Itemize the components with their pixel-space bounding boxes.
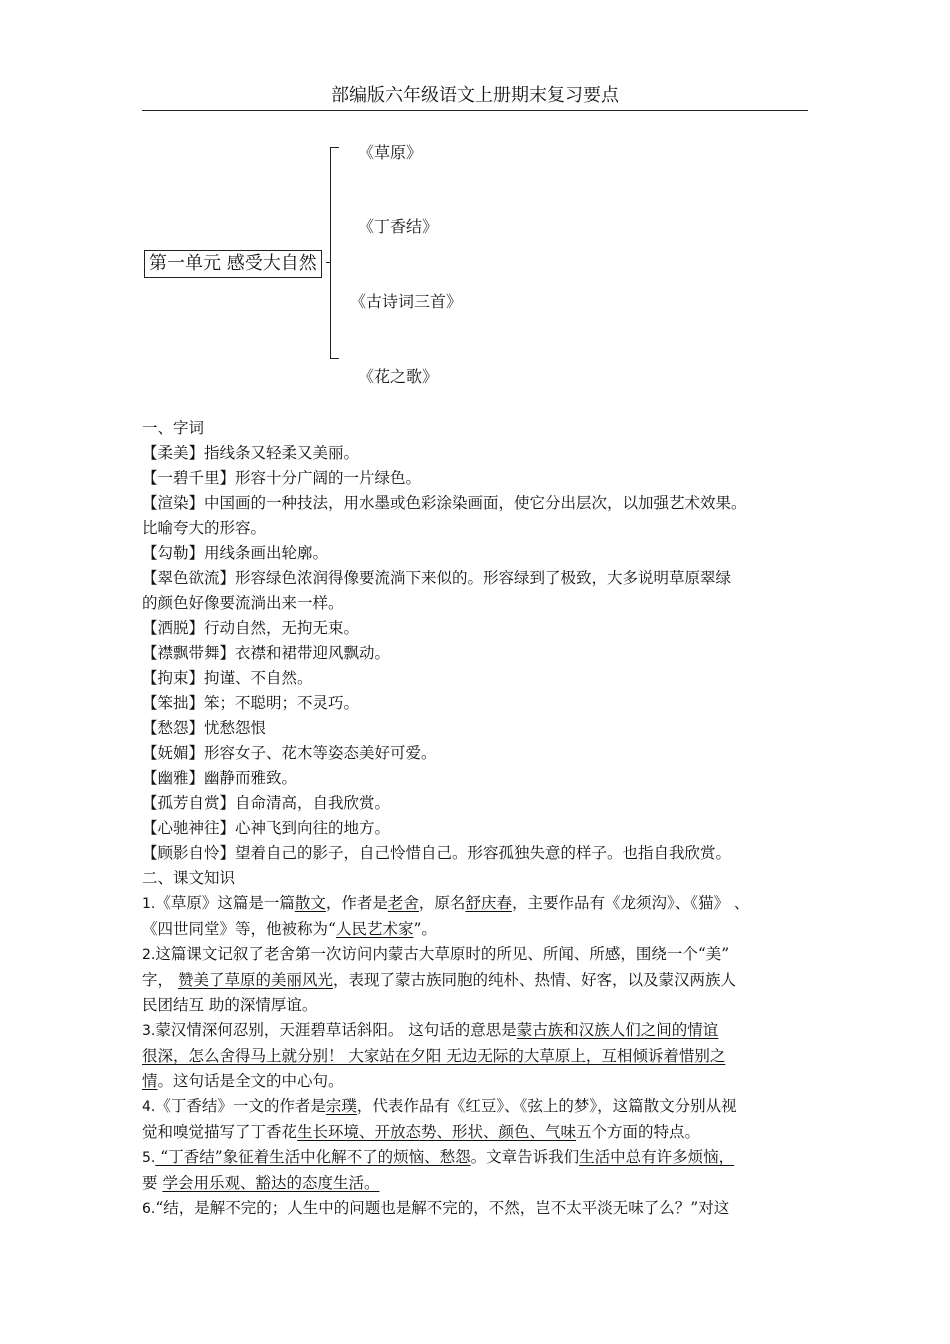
section-heading: 二、课文知识 bbox=[142, 869, 236, 887]
underlined-answer: 赞美了草原的美丽风光 bbox=[177, 971, 333, 989]
vocab-entry bbox=[142, 666, 812, 691]
vocab-entry bbox=[142, 441, 812, 466]
lesson-item: 《古诗词三首》 bbox=[350, 292, 463, 311]
vocab-term: 【妩媚】 bbox=[142, 744, 205, 762]
vocab-entry bbox=[142, 766, 812, 791]
vocab-definition: 行动自然，无拘无束。 bbox=[204, 619, 360, 637]
knowledge-item-4 bbox=[142, 1094, 812, 1120]
underlined-answer: 宗璞 bbox=[325, 1097, 357, 1115]
vocab-definition: 望着自己的影子，自己怜惜自己。形容孤独失意的样子。也指自我欣赏。 bbox=[235, 844, 732, 862]
knowledge-item-2-cont bbox=[142, 968, 812, 993]
vocab-definition: 衣襟和裙带迎风飘动。 bbox=[235, 644, 391, 662]
vocab-term: 【拘束】 bbox=[142, 669, 205, 687]
vocab-term: 【洒脱】 bbox=[142, 619, 205, 637]
item-text: 字， bbox=[142, 971, 178, 989]
item-number: 4. bbox=[142, 1099, 156, 1115]
underlined-answer: 很深，怎么舍得马上就分别！ 大家站在夕阳 无边无际的大草原上，互相倾诉着惜别之 bbox=[142, 1047, 726, 1065]
vocab-entry-continuation: 的颜色好像要流淌出来一样。 bbox=[142, 594, 344, 612]
item-number: 5. bbox=[142, 1150, 156, 1166]
item-text: 《四世同堂》等，他被称为“ bbox=[142, 920, 336, 938]
underlined-answer: 舒庆春 bbox=[465, 894, 512, 912]
underlined-answer: “丁香结”象征着生活中化解不了的烦恼、愁怨 bbox=[155, 1148, 471, 1166]
unit-title-box: 第一单元 感受大自然 bbox=[144, 250, 322, 278]
item-text: 要 bbox=[142, 1174, 163, 1192]
vocab-entry bbox=[142, 466, 812, 491]
vocab-entry bbox=[142, 641, 812, 666]
vocab-entry bbox=[142, 716, 812, 741]
vocab-term: 【愁怨】 bbox=[142, 719, 205, 737]
item-text: ，主要作品有《龙须沟》、《猫》 、 bbox=[511, 894, 750, 912]
vocab-entry bbox=[142, 816, 812, 841]
vocab-entry bbox=[142, 691, 812, 716]
knowledge-item-3 bbox=[142, 1018, 812, 1044]
knowledge-item-2 bbox=[142, 942, 812, 968]
vocab-definition: 笨；不聪明；不灵巧。 bbox=[204, 694, 360, 712]
vocab-term: 【一碧千里】 bbox=[142, 469, 236, 487]
vocab-term: 【顾影自怜】 bbox=[142, 844, 236, 862]
vocab-entry bbox=[142, 541, 812, 566]
vocab-term: 【勾勒】 bbox=[142, 544, 205, 562]
vocab-entry bbox=[142, 566, 812, 591]
vocab-term: 【心驰神往】 bbox=[142, 819, 236, 837]
knowledge-item-3-cont bbox=[142, 1044, 812, 1069]
item-text: ，作者是 bbox=[325, 894, 388, 912]
lesson-item: 《草原》 bbox=[358, 143, 423, 162]
vocab-definition: 心神飞到向往的地方。 bbox=[235, 819, 391, 837]
vocab-definition: 自命清高，自我欣赏。 bbox=[235, 794, 391, 812]
item-text: 这篇课文记叙了老舍第一次访问内蒙古大草原时的所见、所闻、所感，围绕一个“美” bbox=[155, 945, 730, 963]
underlined-answer: 人民艺术家 bbox=[335, 920, 414, 938]
item-text: ，表现了蒙古族同胞的纯朴、热情、好客，以及蒙汉两族人 bbox=[332, 971, 736, 989]
knowledge-item-2-cont: 民团结互 助的深情厚谊。 bbox=[142, 996, 318, 1014]
underlined-answer: 蒙古族和汉族人们之间的情谊 bbox=[516, 1021, 719, 1039]
underlined-answer: 生活中总有许多烦恼， bbox=[579, 1148, 735, 1166]
underlined-answer: 老舍 bbox=[387, 894, 419, 912]
item-text: 。文章告诉我们 bbox=[470, 1148, 580, 1166]
header-divider bbox=[142, 110, 808, 111]
vocab-definition: 指线条又轻柔又美丽。 bbox=[204, 444, 360, 462]
item-text: 《丁香结》一文的作者是 bbox=[155, 1097, 326, 1115]
vocab-term: 【柔美】 bbox=[142, 444, 205, 462]
item-number: 2. bbox=[142, 947, 156, 963]
vocab-entry bbox=[142, 841, 812, 866]
vocab-definition: 形容十分广阔的一片绿色。 bbox=[235, 469, 422, 487]
vocab-term: 【孤芳自赏】 bbox=[142, 794, 236, 812]
section-heading: 一、字词 bbox=[142, 419, 205, 437]
vocab-term: 【翠色欲流】 bbox=[142, 569, 236, 587]
outline-brace bbox=[330, 147, 339, 359]
item-text: 蒙汉情深何忍别，天涯碧草话斜阳。 这句话的意思是 bbox=[155, 1021, 517, 1039]
vocab-entry bbox=[142, 616, 812, 641]
item-number: 1. bbox=[142, 896, 156, 912]
vocab-entry bbox=[142, 791, 812, 816]
vocab-definition: 拘谨、不自然。 bbox=[204, 669, 313, 687]
vocab-definition: 中国画的一种技法，用水墨或色彩涂染画面，使它分出层次，以加强艺术效果。 bbox=[204, 494, 747, 512]
vocab-definition: 形容绿色浓润得像要流淌下来似的。形容绿到了极致，大多说明草原翠绿 bbox=[235, 569, 732, 587]
vocab-term: 【笨拙】 bbox=[142, 694, 205, 712]
underlined-answer: 生长环境、开放态势、形状、颜色、气味 bbox=[297, 1123, 577, 1141]
vocab-term: 【幽雅】 bbox=[142, 769, 205, 787]
knowledge-item-5-cont bbox=[142, 1171, 812, 1196]
item-text: 觉和嗅觉描写了丁香花 bbox=[142, 1123, 298, 1141]
item-text: ，代表作品有《红豆》、《弦上的梦》，这篇散文分别从视 bbox=[356, 1097, 737, 1115]
item-number: 3. bbox=[142, 1023, 156, 1039]
vocab-definition: 忧愁怨恨 bbox=[204, 719, 267, 737]
knowledge-item-6 bbox=[142, 1196, 812, 1222]
vocab-definition: 用线条画出轮廓。 bbox=[204, 544, 329, 562]
document-body bbox=[142, 416, 812, 1222]
item-text: 五个方面的特点。 bbox=[576, 1123, 701, 1141]
item-text: 《草原》这篇是一篇 bbox=[155, 894, 295, 912]
knowledge-item-5 bbox=[142, 1145, 812, 1171]
underlined-answer: 学会用乐观、豁达的态度生活。 bbox=[162, 1174, 380, 1192]
vocab-entry-continuation: 比喻夸大的形容。 bbox=[142, 519, 267, 537]
vocab-term: 【襟飘带舞】 bbox=[142, 644, 236, 662]
vocab-term: 【渲染】 bbox=[142, 494, 205, 512]
item-text: ，原名 bbox=[418, 894, 466, 912]
vocab-entry bbox=[142, 491, 812, 516]
underlined-answer: 情 bbox=[142, 1072, 158, 1090]
lesson-item: 《花之歌》 bbox=[358, 367, 439, 386]
lesson-item: 《丁香结》 bbox=[358, 217, 439, 236]
item-number: 6. bbox=[142, 1201, 156, 1217]
knowledge-item-3-cont bbox=[142, 1069, 812, 1094]
vocab-definition: 形容女子、花木等姿态美好可爱。 bbox=[204, 744, 437, 762]
item-text: “结，是解不完的；人生中的问题也是解不完的，不然，岂不太平淡无味了么？”对这 bbox=[155, 1199, 730, 1217]
vocab-definition: 幽静而雅致。 bbox=[204, 769, 298, 787]
knowledge-item-1 bbox=[142, 891, 812, 917]
vocab-entry bbox=[142, 741, 812, 766]
item-text: ”。 bbox=[413, 920, 437, 938]
item-text: 。这句话是全文的中心句。 bbox=[157, 1072, 344, 1090]
outline-brace-tick bbox=[326, 262, 331, 263]
underlined-answer: 散文 bbox=[294, 894, 326, 912]
knowledge-item-4-cont bbox=[142, 1120, 812, 1145]
knowledge-item-1-cont bbox=[142, 917, 812, 942]
document-title: 部编版六年级语文上册期末复习要点 bbox=[331, 85, 619, 106]
